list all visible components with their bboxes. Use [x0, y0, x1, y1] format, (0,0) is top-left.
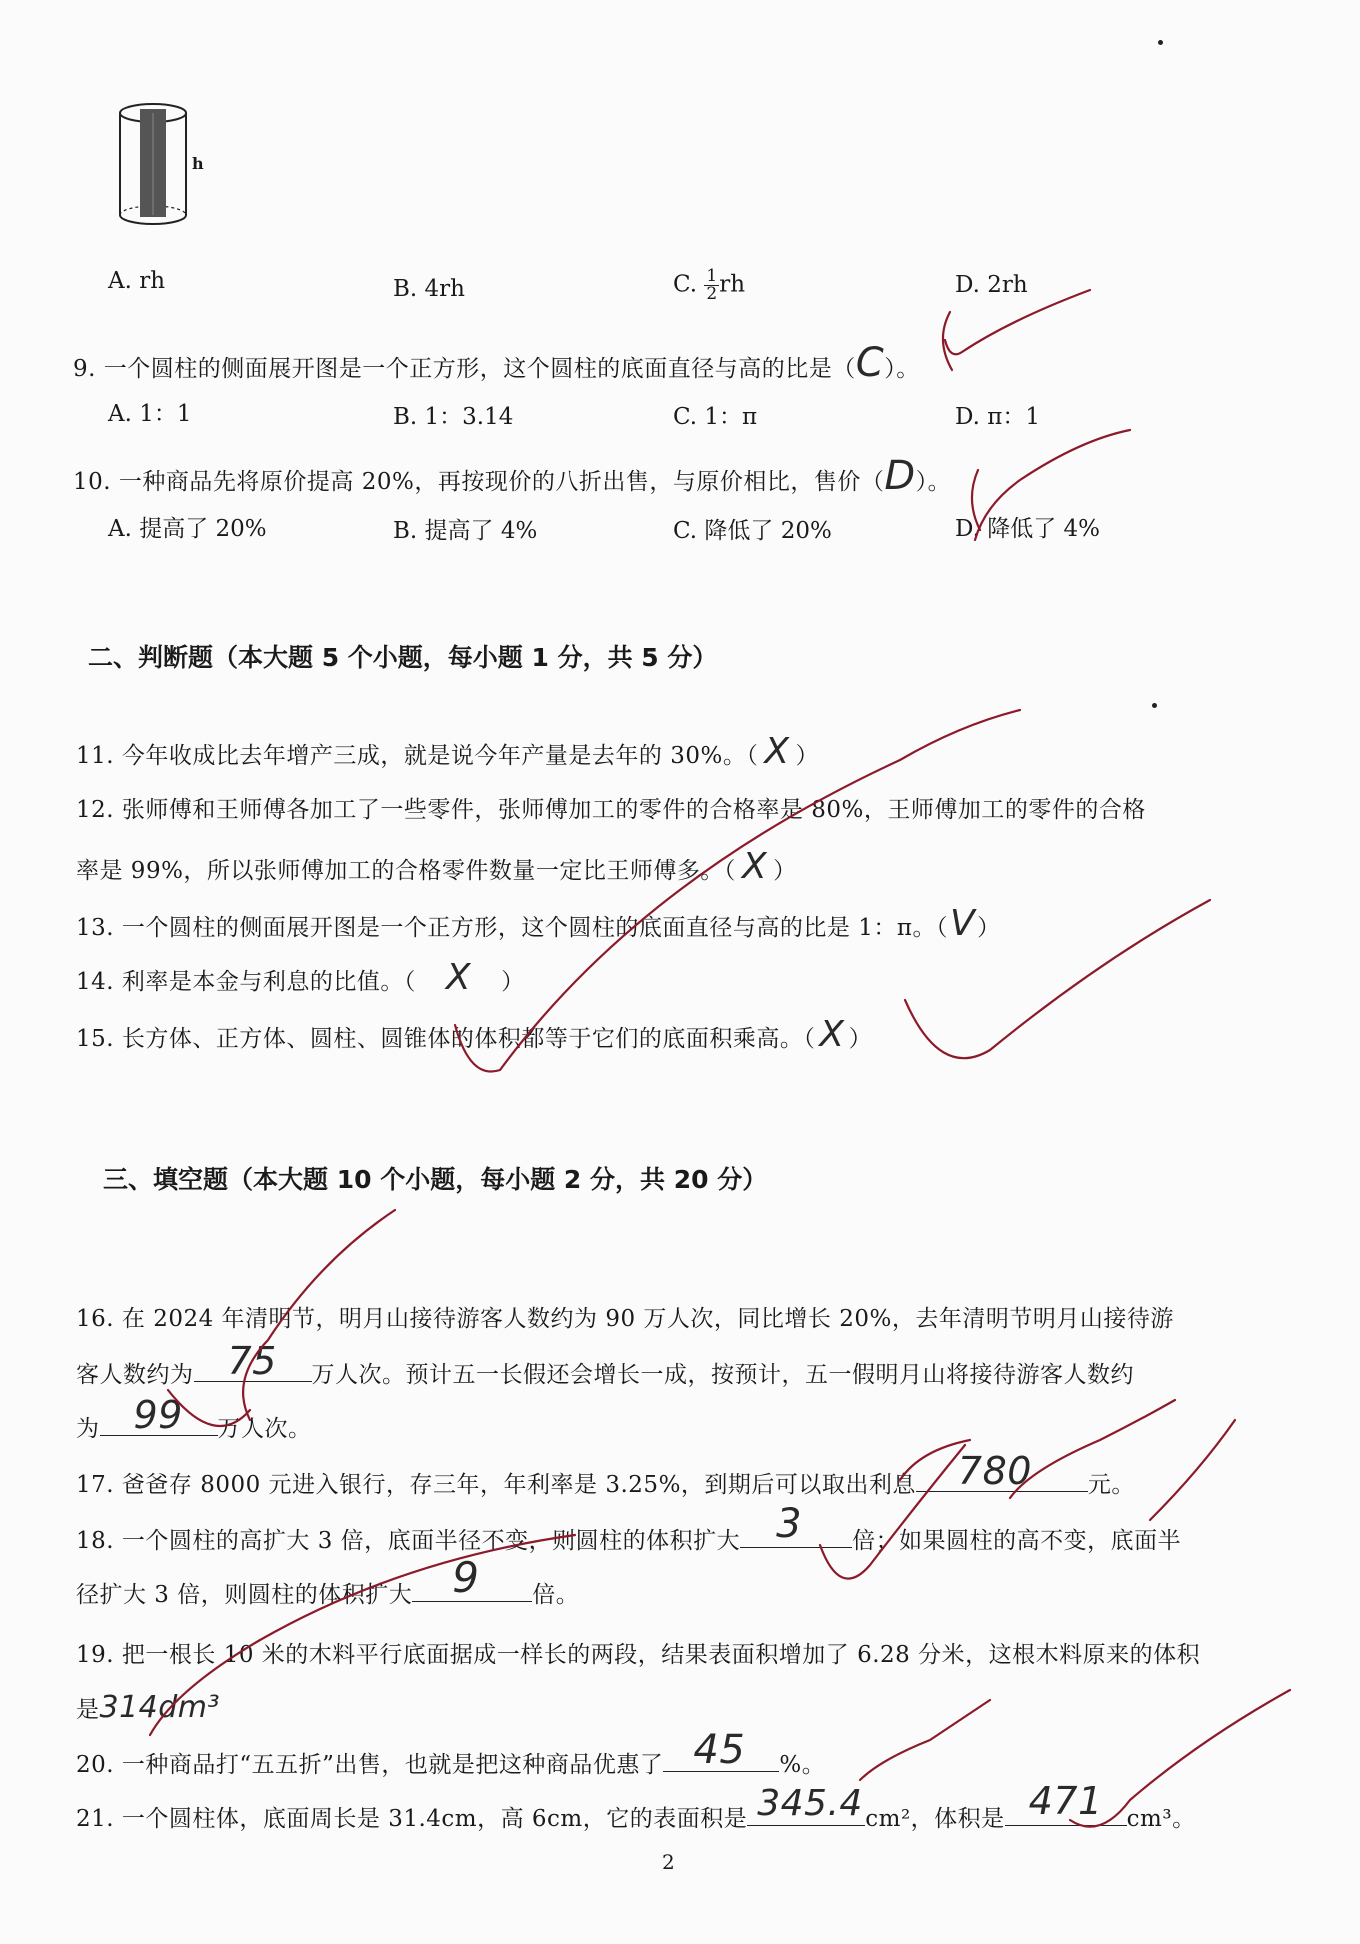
q16-line1: 16. 在 2024 年清明节，明月山接待游客人数约为 90 万人次，同比增长 20%，去年清明节明月山接待游 [76, 1306, 1174, 1332]
q9-option-a: A. 1：1 [108, 401, 192, 427]
q17-stem: 17. 爸爸存 8000 元进入银行，存三年，年利率是 3.25%，到期后可以取出利息 [76, 1472, 916, 1498]
q8-option-c-suffix: rh [719, 271, 746, 298]
q20-end: %。 [779, 1752, 826, 1778]
q10-stem: 10. 一种商品先将原价提高 20%，再按现价的八折出售，与原价相比，售价（ [73, 469, 885, 495]
scan-dot [1152, 703, 1157, 708]
q10-option-c: C. 降低了 20% [673, 518, 832, 544]
q18-answer-2: 9 [452, 1553, 480, 1602]
q19-stem: 是 [76, 1697, 100, 1723]
q16-line2 [76, 1339, 1134, 1389]
q20-text [76, 1727, 826, 1779]
q18-blank-2[interactable] [412, 1553, 532, 1602]
section-3-title: 三、填空题（本大题 10 个小题，每小题 2 分，共 20 分） [103, 1165, 768, 1194]
q9-option-b: B. 1：3.14 [393, 404, 514, 430]
q21-mid: cm²，体积是 [865, 1806, 1005, 1832]
q14-stem: 14. 利率是本金与利息的比值。（ [76, 969, 416, 995]
q12-line1: 12. 张师傅和王师傅各加工了一些零件，张师傅加工的零件的合格率是 80%，王师傅加工的零件的合格 [76, 797, 1146, 823]
q19-answer: 314dm³ [99, 1690, 221, 1725]
q15-text [76, 1014, 872, 1055]
q13-end: ） [977, 915, 1001, 941]
q16-line3a: 为 [76, 1416, 100, 1442]
q21-text [76, 1779, 1196, 1833]
q15-end: ） [848, 1026, 873, 1052]
q13-text [76, 903, 1001, 944]
q20-answer: 45 [693, 1727, 746, 1773]
q8-option-a: A. rh [108, 268, 166, 294]
q18-stem-3: 径扩大 3 倍，则圆柱的体积扩大 [76, 1582, 413, 1608]
q16-line3 [76, 1393, 312, 1443]
q15-stem: 15. 长方体、正方体、圆柱、圆锥体的体积都等于它们的底面积乘高。（ [76, 1026, 816, 1052]
q9-option-c: C. 1：π [673, 404, 758, 430]
q10-answer: D [884, 453, 916, 499]
q11-answer: X [764, 731, 790, 772]
q18-line1 [76, 1501, 1182, 1555]
q12-stem: 率是 99%，所以张师傅加工的合格零件数量一定比王师傅多。（ [76, 858, 736, 884]
q13-answer: V [949, 903, 976, 944]
q20-blank[interactable] [663, 1727, 779, 1773]
q16-line2a: 客人数约为 [76, 1362, 194, 1388]
scan-dot [1158, 40, 1163, 45]
q19-line2 [76, 1690, 220, 1725]
q14-text [76, 957, 525, 998]
q21-stem: 21. 一个圆柱体，底面周长是 31.4cm，高 6cm，它的表面积是 [76, 1806, 748, 1832]
q18-answer-1: 3 [776, 1501, 803, 1547]
q16-blank-2[interactable] [100, 1393, 218, 1437]
q9-stem: 9. 一个圆柱的侧面展开图是一个正方形，这个圆柱的底面直径与高的比是（ [73, 356, 856, 382]
q19-line1: 19. 把一根长 10 米的木料平行底面据成一样长的两段，结果表面积增加了 6.28 分米，这根木料原来的体积 [76, 1642, 1201, 1668]
q8-option-d: D. 2rh [955, 272, 1028, 298]
q8-option-c-prefix: C. [673, 271, 698, 298]
q18-end: 倍。 [532, 1582, 580, 1608]
q16-answer-2: 99 [133, 1393, 183, 1437]
q20-stem: 20. 一种商品打“五五折”出售，也就是把这种商品优惠了 [76, 1752, 664, 1778]
q12-answer: X [741, 846, 768, 887]
check-mark-q20 [860, 1700, 990, 1780]
q21-end: cm³。 [1126, 1806, 1196, 1832]
q18-line2 [76, 1553, 580, 1609]
q13-stem: 13. 一个圆柱的侧面展开图是一个正方形，这个圆柱的底面直径与高的比是 1：π。（ [76, 915, 948, 941]
q9-text [73, 340, 920, 386]
answer-paren-q9 [943, 312, 952, 370]
q14-end: ） [501, 969, 525, 995]
q10-text [73, 453, 951, 499]
q8-option-b: B. 4rh [393, 276, 465, 302]
q17-blank[interactable] [916, 1449, 1088, 1493]
q8-option-c-fraction [704, 268, 719, 303]
figure-h-label: h [192, 154, 205, 173]
q17-answer: 780 [957, 1449, 1032, 1493]
q12-line2 [76, 846, 797, 887]
q10-option-a: A. 提高了 20% [108, 516, 267, 542]
q16-line2b: 万人次。预计五一长假还会增长一成，按预计，五一假明月山将接待游客人数约 [311, 1362, 1134, 1388]
q8-option-c [673, 268, 745, 303]
q11-text [76, 731, 819, 772]
fraction-denominator: 2 [706, 284, 718, 304]
q16-blank-1[interactable] [194, 1339, 312, 1383]
q14-answer: X [445, 957, 472, 998]
check-mark-q18b [1150, 1420, 1235, 1520]
q18-blank-1[interactable] [740, 1501, 852, 1548]
q18-stem-1: 18. 一个圆柱的高扩大 3 倍，底面半径不变，则圆柱的体积扩大 [76, 1528, 741, 1554]
q11-end: ） [795, 743, 819, 769]
q16-line3b: 万人次。 [217, 1416, 312, 1442]
q9-option-d: D. π：1 [955, 404, 1040, 430]
q12-end: ） [773, 858, 797, 884]
q21-answer-2: 471 [1028, 1779, 1103, 1823]
q18-stem-2: 倍；如果圆柱的高不变，底面半 [852, 1528, 1182, 1554]
q10-option-b: B. 提高了 4% [393, 518, 538, 544]
q10-option-d: D. 降低了 4% [955, 516, 1101, 542]
q17-text [76, 1449, 1135, 1499]
q16-answer-1: 75 [227, 1339, 277, 1383]
q15-answer: X [819, 1014, 845, 1055]
q17-end: 元。 [1087, 1472, 1135, 1498]
q21-answer-1: 345.4 [757, 1783, 863, 1824]
q21-blank-2[interactable] [1005, 1779, 1127, 1826]
fraction-numerator: 1 [706, 266, 718, 286]
page-number: 2 [662, 1850, 676, 1874]
q9-answer: C [855, 340, 885, 386]
q10-end: ）。 [915, 469, 952, 495]
q9-end: ）。 [884, 356, 920, 382]
check-mark-q8 [945, 290, 1090, 354]
q11-stem: 11. 今年收成比去年增产三成，就是说今年产量是去年的 30%。（ [76, 743, 759, 769]
q21-blank-1[interactable] [747, 1783, 865, 1826]
section-2-title: 二、判断题（本大题 5 个小题，每小题 1 分，共 5 分） [88, 643, 718, 672]
